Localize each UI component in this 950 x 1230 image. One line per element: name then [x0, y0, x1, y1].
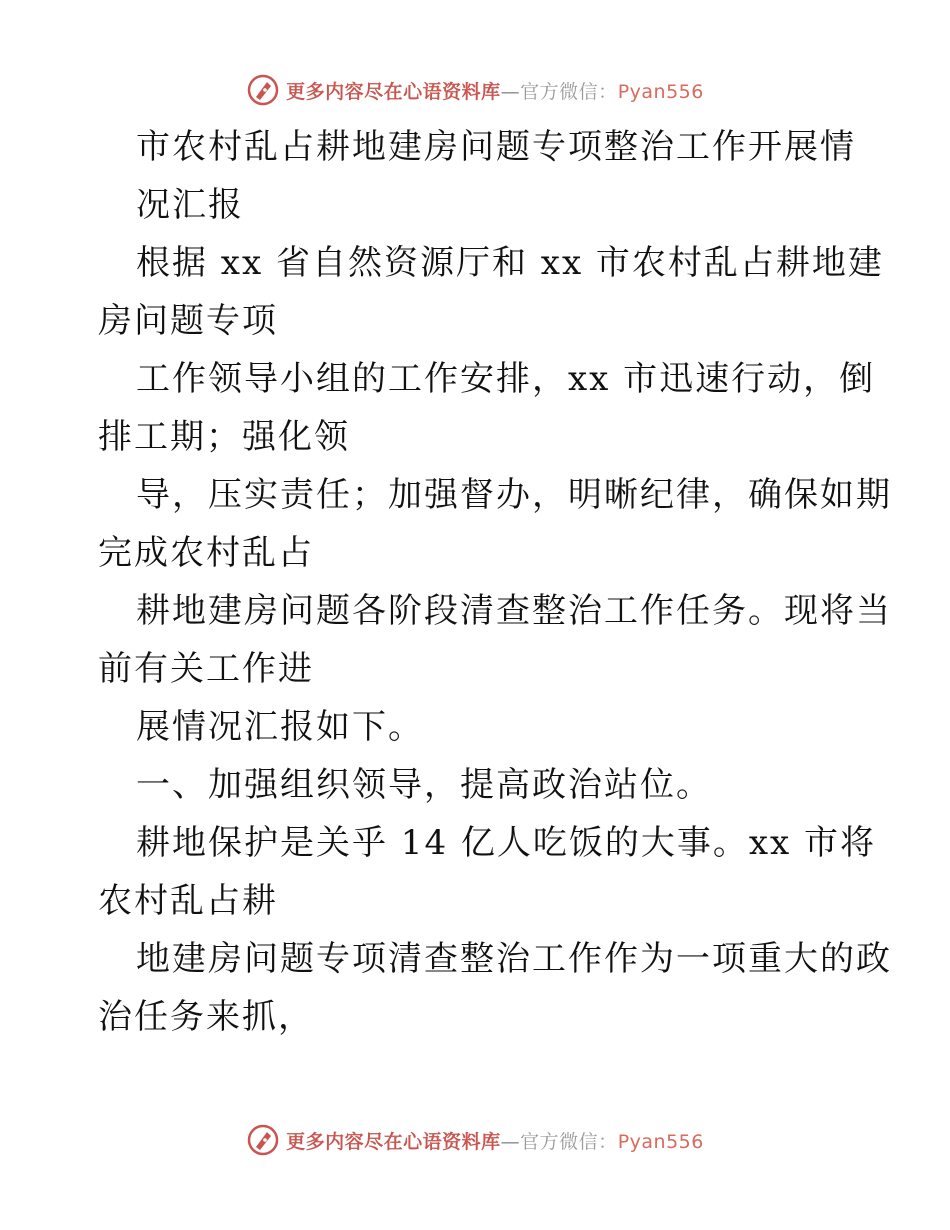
pen-nib-circle-icon [246, 73, 280, 107]
paragraph-line: 耕地保护是关乎 14 亿人吃饭的大事。xx 市将 [136, 823, 877, 863]
footer-watermark [0, 1122, 950, 1158]
paragraph-line: 治任务来抓， [98, 997, 314, 1037]
paragraph-line: 一、加强组织领导，提高政治站位。 [136, 765, 712, 805]
header-watermark [0, 72, 950, 108]
paragraph-line: 农村乱占耕 [98, 881, 278, 921]
paragraph-line: 展情况汇报如下。 [136, 707, 424, 747]
watermark-text: 更多内容尽在心语资料库—官方微信：Pyan556 [286, 1130, 704, 1153]
paragraph-line: 排工期；强化领 [98, 417, 350, 457]
paragraph-line: 况汇报 [136, 185, 244, 225]
pen-nib-circle-icon [246, 1123, 280, 1157]
paragraph-line: 工作领导小组的工作安排，xx 市迅速行动，倒 [136, 359, 876, 399]
paragraph-line: 根据 xx 省自然资源厅和 xx 市农村乱占耕地建 [136, 243, 884, 283]
paragraph-line: 市农村乱占耕地建房问题专项整治工作开展情 [136, 127, 856, 167]
document-body [98, 118, 892, 1046]
paragraph-line: 完成农村乱占 [98, 533, 314, 573]
paragraph-line: 房问题专项 [98, 301, 278, 341]
watermark-text: 更多内容尽在心语资料库—官方微信：Pyan556 [286, 80, 704, 103]
paragraph-line: 导，压实责任；加强督办，明晰纪律，确保如期 [136, 475, 892, 515]
paragraph-line: 耕地建房问题各阶段清查整治工作任务。现将当 [136, 591, 892, 631]
paragraph-line: 前有关工作进 [98, 649, 314, 689]
paragraph-line: 地建房问题专项清查整治工作作为一项重大的政 [136, 939, 892, 979]
